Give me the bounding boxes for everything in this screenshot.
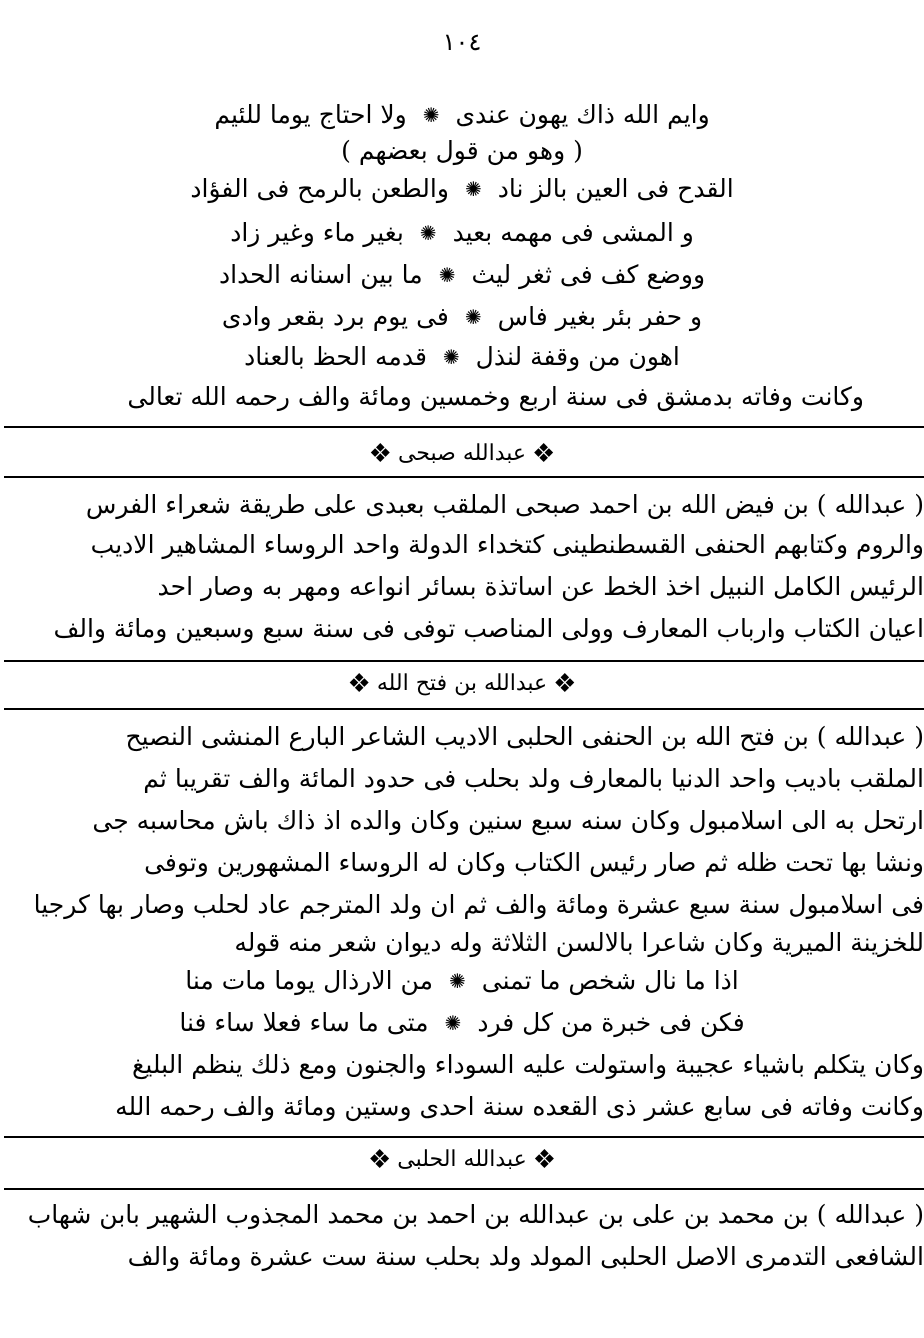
body-line: ( عبدالله ) بن محمد بن على بن عبدالله بن احمد بن محمد المجذوب الشهير بابن شهاب — [27, 1200, 924, 1229]
verse-separator-icon: ✺ — [419, 221, 437, 245]
verse-hemistich-left: والطعن بالرمح فى الفؤاد — [190, 174, 449, 203]
verse-hemistich-left: قدمه الحظ بالعناد — [244, 342, 427, 371]
verse-separator-icon: ✺ — [442, 345, 460, 369]
verse-hemistich-right: اذا ما نال شخص ما تمنى — [481, 966, 739, 995]
divider-rule — [4, 660, 924, 662]
verse-line — [0, 256, 924, 294]
verse-line — [0, 96, 924, 134]
divider-rule — [4, 708, 924, 710]
verse-hemistich-right: فكن فى خبرة من كل فرد — [477, 1008, 745, 1037]
body-line: ونشا بها تحت ظله ثم صار رئيس الكتاب وكان له الروساء المشهورين وتوفى — [144, 848, 924, 877]
divider-rule — [4, 1188, 924, 1190]
verse-line — [0, 170, 924, 208]
section-heading — [0, 1142, 924, 1178]
ornament-icon: ❖ — [553, 669, 577, 699]
ornament-icon: ❖ — [367, 1145, 392, 1175]
body-line: ارتحل به الى اسلامبول وكان سنه سبع سنين وكان والده اذ ذاك باش محاسبه جى — [92, 806, 924, 835]
section-heading-text: عبدالله صبحى — [397, 441, 527, 466]
verse-line — [0, 962, 924, 1000]
divider-rule — [4, 476, 924, 478]
verse-separator-icon: ✺ — [464, 305, 482, 329]
section-heading-text: عبدالله بن فتح الله — [376, 671, 548, 696]
divider-rule — [4, 1136, 924, 1138]
body-line: اعيان الكتاب وارباب المعارف وولى المناصب توفى فى سنة سبع وسبعين ومائة والف — [53, 614, 924, 643]
body-line: ( عبدالله ) بن فيض الله بن احمد صبحى الملقب بعبدى على طريقة شعراء الفرس — [85, 490, 924, 519]
verse-hemistich-right: ووضع كف فى ثغر ليث — [471, 260, 706, 289]
verse-hemistich-left: بغير ماء وغير زاد — [230, 218, 404, 247]
verse-hemistich-left: ما بين اسنانه الحداد — [218, 260, 423, 289]
verse-line — [0, 338, 924, 376]
body-line: الرئيس الكامل النبيل اخذ الخط عن اساتذة بسائر انواعه ومهر به وصار احد — [157, 572, 924, 601]
body-line: فى اسلامبول سنة سبع عشرة ومائة والف ثم ان ولد المترجم عاد لحلب وصار بها كرجيا — [33, 890, 924, 919]
body-line: ( عبدالله ) بن فتح الله بن الحنفى الحلبى الاديب الشاعر البارع المنشى النصيح — [125, 722, 924, 751]
verse-subheading: ( وهو من قول بعضهم ) — [341, 136, 583, 165]
verse-separator-icon: ✺ — [444, 1011, 462, 1035]
body-line: للخزينة الميرية وكان شاعرا بالالسن الثلاثة وله ديوان شعر منه قوله — [234, 928, 924, 957]
verse-hemistich-left: ولا احتاج يوما للئيم — [214, 100, 407, 129]
verse-line — [0, 1004, 924, 1042]
ornament-icon: ❖ — [532, 1145, 557, 1175]
divider-rule — [4, 426, 924, 428]
ornament-icon: ❖ — [532, 439, 556, 469]
verse-hemistich-right: و المشى فى مهمه بعيد — [452, 218, 694, 247]
verse-hemistich-right: و حفر بئر بغير فاس — [497, 302, 703, 331]
verse-hemistich-right: القدح فى العين بالز ناد — [497, 174, 734, 203]
verse-separator-icon: ✺ — [464, 177, 482, 201]
body-line: الملقب باديب واحد الدنيا بالمعارف ولد بحلب فى حدود المائة والف تقريبا ثم — [143, 764, 924, 793]
ornament-icon: ❖ — [347, 669, 371, 699]
body-line: الشافعى التدمرى الاصل الحلبى المولد ولد بحلب سنة ست عشرة ومائة والف — [127, 1242, 924, 1271]
body-line: والروم وكتابهم الحنفى القسطنطينى كتخداء الدولة واحد الروساء المشاهير الاديب — [90, 530, 924, 559]
section-heading — [0, 666, 924, 702]
section-heading — [0, 436, 924, 472]
body-line: وكان يتكلم باشياء عجيبة واستولت عليه السوداء والجنون ومع ذلك ينظم البليغ — [132, 1050, 924, 1079]
section-heading-text: عبدالله الحلبى — [397, 1147, 527, 1172]
verse-hemistich-left: من الارذال يوما مات منا — [185, 966, 433, 995]
verse-hemistich-left: متى ما ساء فعلا ساء فنا — [179, 1008, 429, 1037]
verse-separator-icon: ✺ — [448, 969, 466, 993]
ornament-icon: ❖ — [368, 439, 392, 469]
body-line: وكانت وفاته بدمشق فى سنة اربع وخمسين ومائة والف رحمه الله تعالى — [127, 382, 864, 411]
verse-hemistich-right: وايم الله ذاك يهون عندى — [455, 100, 710, 129]
verse-hemistich-left: فى يوم برد بقعر وادى — [221, 302, 449, 331]
verse-line — [0, 298, 924, 336]
verse-hemistich-right: اهون من وقفة لنذل — [475, 342, 680, 371]
body-line: وكانت وفاته فى سابع عشر ذى القعده سنة احدى وستين ومائة والف رحمه الله — [115, 1092, 924, 1121]
verse-separator-icon: ✺ — [438, 263, 456, 287]
verse-line — [0, 214, 924, 252]
verse-separator-icon: ✺ — [422, 103, 440, 127]
page-number: ١٠٤ — [442, 28, 482, 56]
